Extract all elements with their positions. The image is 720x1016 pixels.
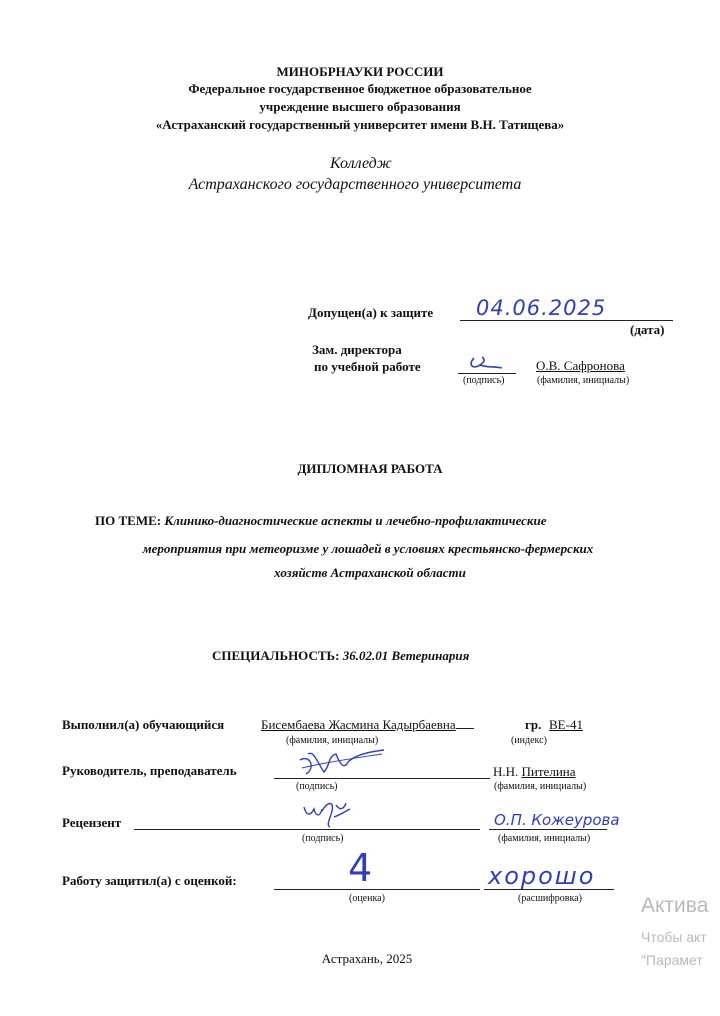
- specialty-value: 36.02.01 Ветеринария: [342, 648, 470, 663]
- ministry-header: МИНОБРНАУКИ РОССИИ: [276, 64, 444, 79]
- topic-label: ПО ТЕМЕ:: [95, 513, 162, 528]
- college-subtitle: Астраханского государственного университета: [188, 176, 522, 193]
- reviewer-name-caption: (фамилия, инициалы): [498, 833, 591, 844]
- date-caption: (дата): [630, 322, 665, 337]
- supervisor-signature: [296, 746, 388, 782]
- specialty-line: [212, 648, 469, 664]
- grade-value-line: [274, 889, 480, 890]
- city-year: Астрахань, 2025: [321, 951, 413, 966]
- group-value-field: [549, 717, 583, 733]
- deputy-name-text: О.В. Сафронова: [536, 358, 625, 373]
- topic-text-1: Клинико-диагностические аспекты и лечебно-профилактические: [164, 513, 547, 528]
- deputy-signature-line: [458, 373, 516, 374]
- supervisor-label: Руководитель, преподаватель: [62, 763, 237, 778]
- student-name-fill-line: [456, 718, 474, 729]
- topic-line-2: мероприятия при метеоризме у лошадей в условиях крестьянско-фермерских: [142, 541, 594, 556]
- grade-word-caption: (расшифровка): [518, 893, 582, 904]
- institution-type-line: Федеральное государственное бюджетное образовательное: [188, 81, 532, 96]
- deputy-name: [536, 358, 625, 374]
- admission-date-handwritten: 04.06.2025: [476, 296, 607, 320]
- reviewer-name-line: [489, 829, 607, 830]
- supervisor-name: [493, 764, 576, 780]
- grade-label: Работу защитил(а) с оценкой:: [62, 873, 237, 888]
- deputy-title-line1: Зам. директора: [312, 342, 402, 357]
- activation-watermark-title: Актива: [641, 894, 709, 917]
- deputy-title-line2: по учебной работе: [314, 359, 421, 374]
- specialty-label: СПЕЦИАЛЬНОСТЬ:: [212, 648, 340, 663]
- topic-line-3: хозяйств Астраханской области: [274, 565, 466, 580]
- document-type-title: ДИПЛОМНАЯ РАБОТА: [297, 461, 443, 476]
- university-name: «Астраханский государственный университет имени В.Н. Татищева»: [155, 117, 565, 132]
- supervisor-initials: Н.Н.: [493, 764, 519, 779]
- supervisor-sign-caption: (подпись): [296, 781, 338, 792]
- admission-label: Допущен(а) к защите: [308, 305, 434, 320]
- activation-watermark-line2: "Парамет: [641, 952, 703, 968]
- student-name: Бисембаева Жасмина Кадырбаевна: [261, 717, 456, 732]
- reviewer-label: Рецензент: [62, 815, 122, 830]
- group-value: ВЕ-41: [549, 717, 583, 732]
- institution-level-line: учреждение высшего образования: [259, 99, 461, 114]
- college-title: Колледж: [330, 155, 392, 172]
- supervisor-surname: Пителина: [521, 764, 576, 779]
- reviewer-signature: [300, 797, 354, 831]
- reviewer-sign-caption: (подпись): [302, 833, 344, 844]
- admission-date-line: [460, 320, 673, 321]
- student-label: Выполнил(а) обучающийся: [62, 717, 225, 732]
- reviewer-name-handwritten: О.П. Кожеурова: [494, 811, 620, 829]
- topic-line-1: [95, 513, 547, 529]
- group-label: гр.: [525, 717, 542, 732]
- activation-watermark-line1: Чтобы акт: [641, 929, 707, 945]
- group-caption: (индекс): [511, 735, 547, 746]
- grade-caption: (оценка): [349, 893, 385, 904]
- grade-word-handwritten: хорошо: [488, 862, 596, 890]
- deputy-signature-caption: (подпись): [463, 375, 505, 386]
- student-name-field: [261, 717, 474, 733]
- supervisor-name-caption: (фамилия, инициалы): [494, 781, 587, 792]
- grade-value-handwritten: 4: [348, 846, 373, 890]
- student-name-caption: (фамилия, инициалы): [286, 735, 379, 746]
- deputy-name-caption: (фамилия, инициалы): [537, 375, 630, 386]
